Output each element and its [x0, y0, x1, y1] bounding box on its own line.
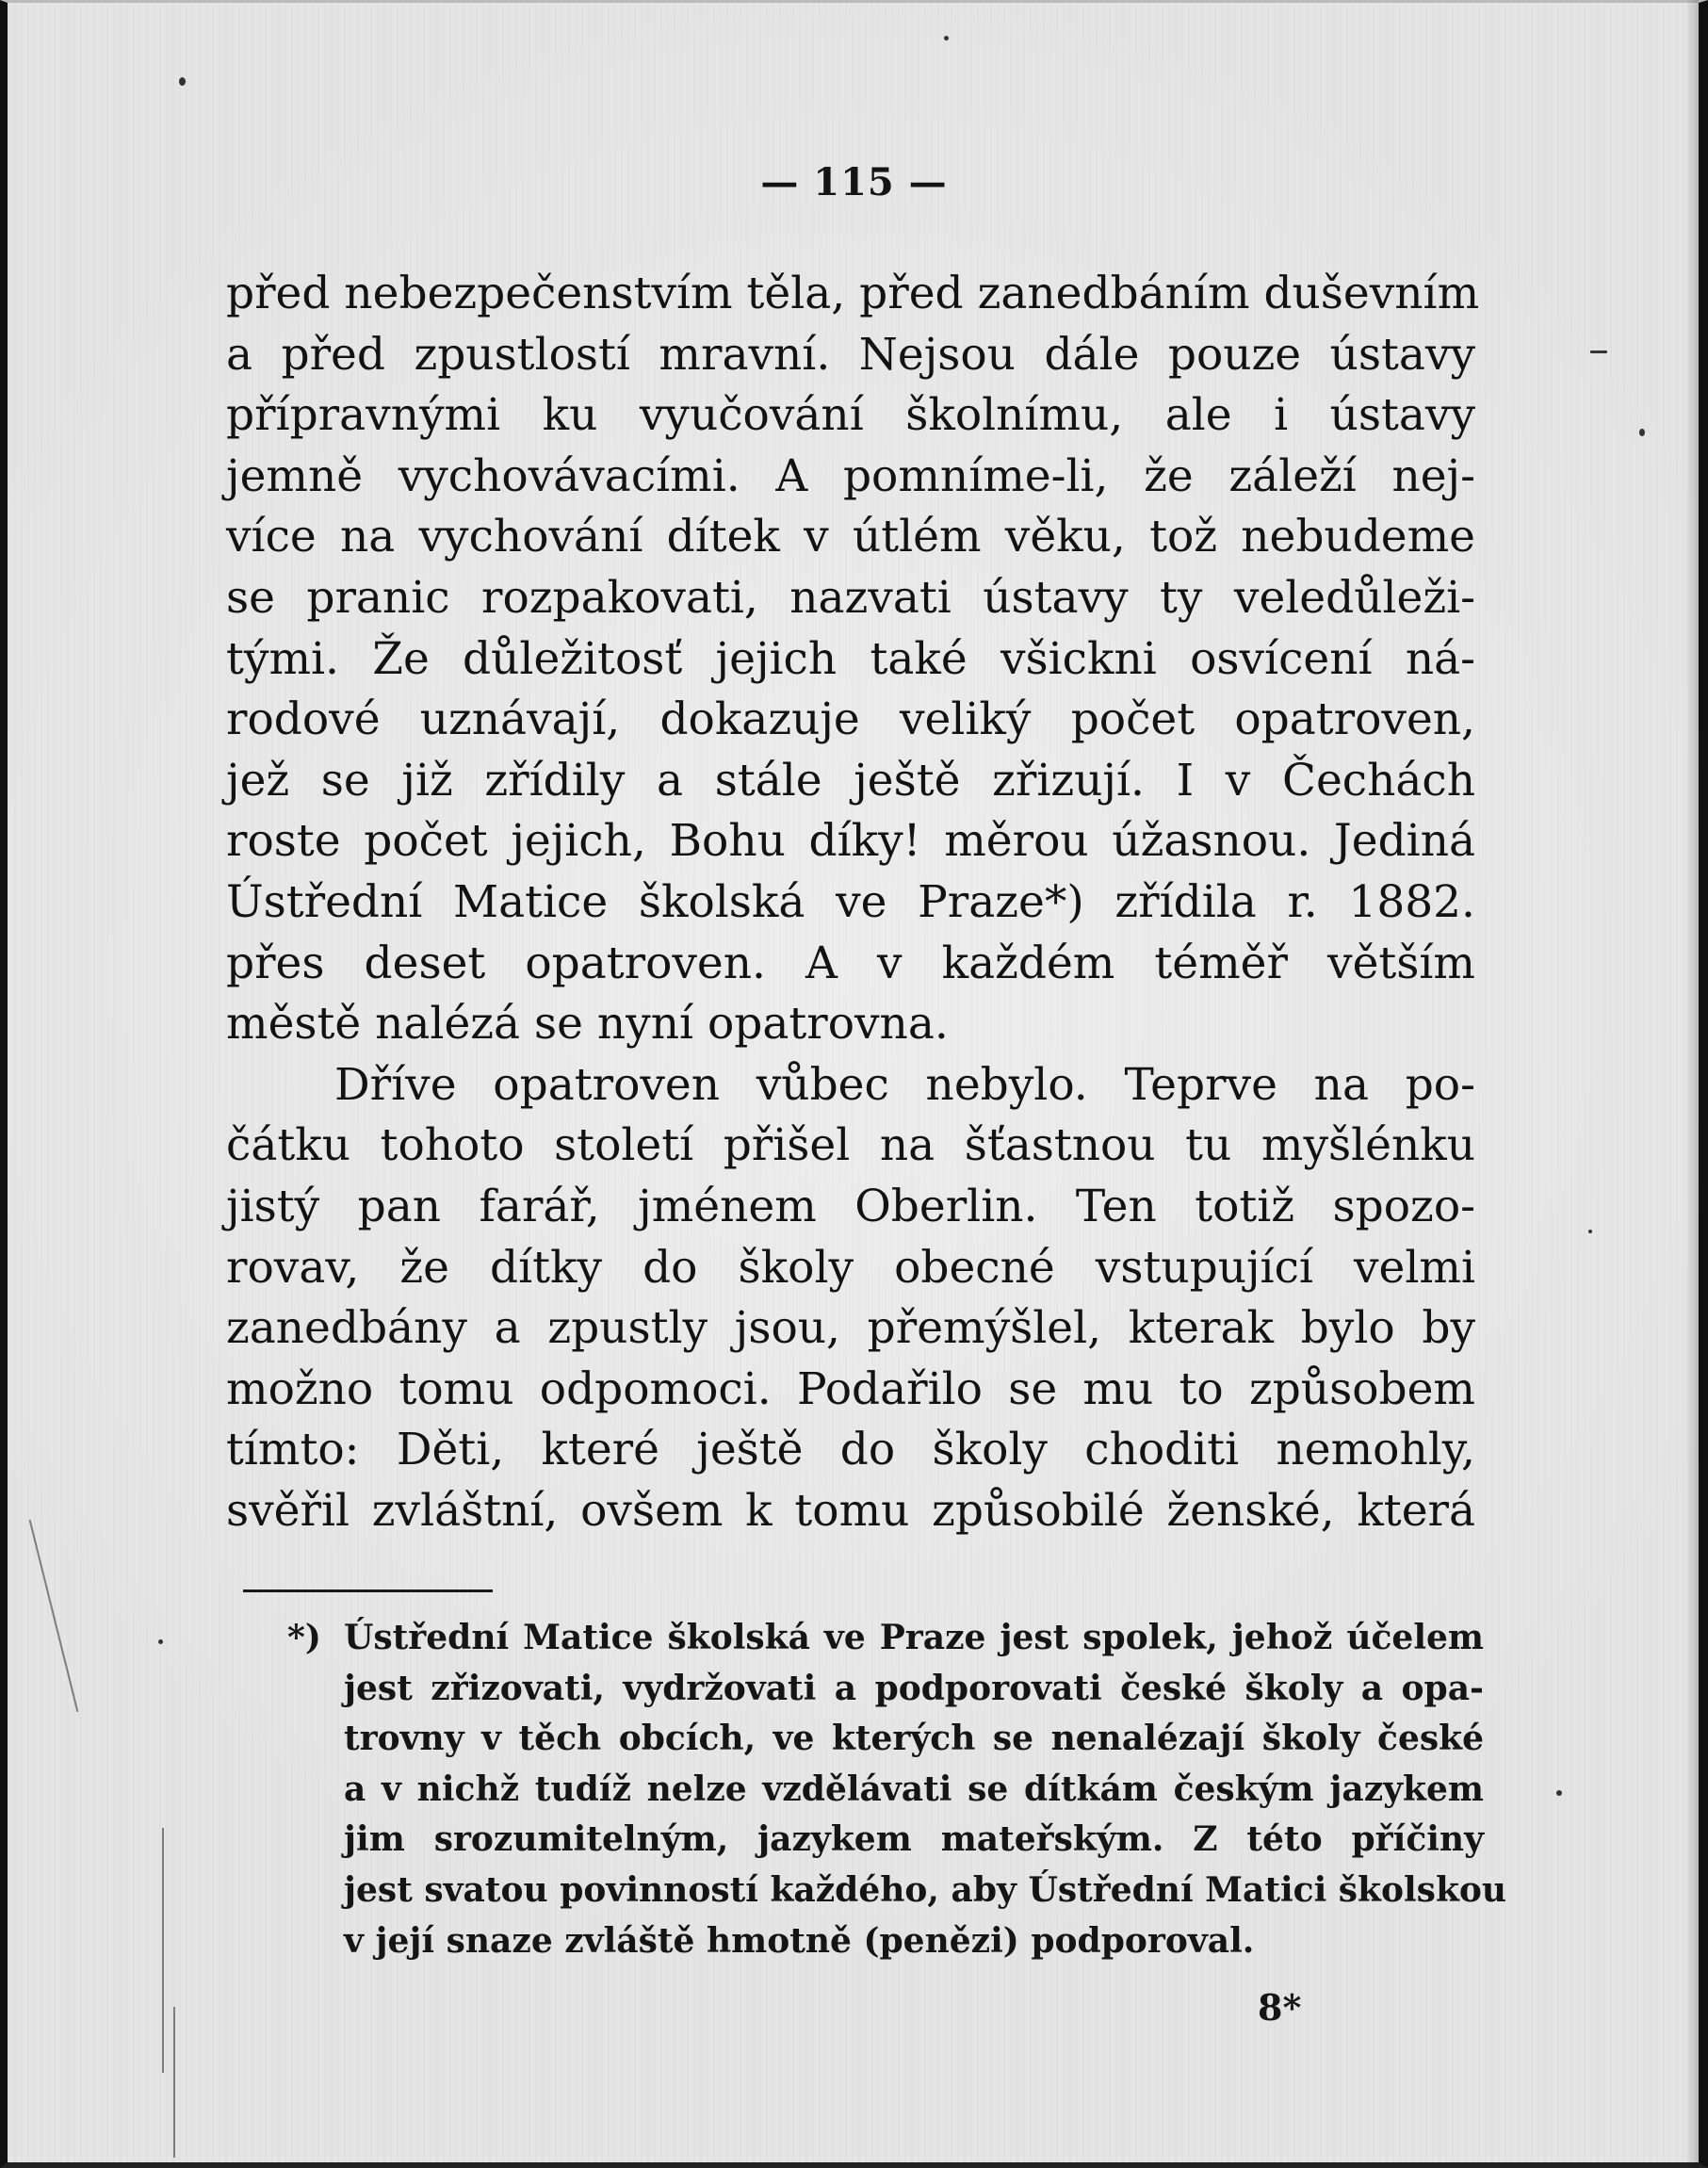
- scan-scratch: [173, 2007, 175, 2158]
- scan-speck: [1590, 350, 1607, 353]
- page-number: — 115 —: [760, 160, 948, 204]
- scan-scratch: [162, 1828, 164, 2073]
- footnote-line: trovny v těch obcích, ve kterých se nenalézají školy české: [344, 1719, 1484, 1759]
- text-line: přípravnými ku vyučování školnímu, ale i ústavy: [226, 389, 1475, 442]
- scan-speck: [179, 77, 186, 86]
- scan-speck: [1588, 1230, 1592, 1233]
- footnote-line: a v nichž tudíž nelze vzdělávati se dítkám českým jazykem: [344, 1769, 1484, 1809]
- text-line: roste počet jejich, Bohu díky! měrou úžasnou. Jediná: [226, 815, 1475, 868]
- paragraph-2: [226, 1055, 1475, 1542]
- footnote-line: jest zřizovati, vydržovati a podporovati české školy a opa-: [344, 1668, 1484, 1708]
- scan-speck: [944, 36, 949, 41]
- scan-speck: [1639, 429, 1645, 436]
- text-line: Ústřední Matice školská ve Praze*) zřídila r. 1882.: [226, 875, 1475, 928]
- text-line: přes deset opatroven. A v každém téměř větším: [226, 937, 1475, 989]
- text-line: čátku tohoto století přišel na šťastnou tu myšlénku: [226, 1119, 1475, 1172]
- text-line: rodové uznávají, dokazuje veliký počet opatroven,: [226, 693, 1475, 746]
- paragraph-1: [226, 264, 1480, 1055]
- text-line: svěřil zvláštní, ovšem k tomu způsobilé ženské, která: [226, 1484, 1475, 1537]
- text-line: městě nalézá se nyní opatrovna.: [226, 998, 949, 1051]
- text-line: zanedbány a zpustly jsou, přemýšlel, kterak bylo by: [226, 1302, 1475, 1355]
- text-line: jemně vychovávacími. A pomníme-li, že záleží nej-: [226, 449, 1475, 502]
- scan-speck: [1556, 1790, 1562, 1796]
- text-line: před nebezpečenstvím těla, před zanedbáním duševním: [226, 268, 1480, 319]
- text-line: tými. Že důležitosť jejich také všickni osvícení ná-: [226, 632, 1475, 685]
- footnote-divider: [243, 1589, 493, 1592]
- text-line: jistý pan farář, jménem Oberlin. Ten totiž spozo-: [226, 1180, 1475, 1232]
- text-line: tímto: Děti, které ještě do školy choditi nemohly,: [226, 1424, 1475, 1476]
- footnote-line: Ústřední Matice školská ve Praze jest spolek, jehož účelem: [344, 1618, 1484, 1657]
- scan-speck: [158, 1639, 163, 1644]
- page-edge-shadow: [1685, 0, 1699, 2168]
- footnote-marker: *): [287, 1618, 321, 1657]
- text-line: a před zpustlostí mravní. Nejsou dále pouze ústavy: [226, 328, 1475, 381]
- footnote-line: jim srozumitelným, jazykem mateřským. Z této příčiny: [344, 1819, 1484, 1860]
- text-line: se pranic rozpakovati, nazvati ústavy ty veledůleži-: [226, 571, 1475, 624]
- footnote-body: [344, 1613, 1507, 1966]
- footnote-line: jest svatou povinností každého, aby Ústřední Matici školskou: [344, 1869, 1507, 1910]
- text-line: více na vychování dítek v útlém věku, tož nebudeme: [226, 511, 1475, 563]
- text-line: Dříve opatroven vůbec nebylo. Teprve na po-: [334, 1058, 1475, 1111]
- footnote-line: v její snaze zvláště hmotně (penězi) podporoval.: [344, 1920, 1255, 1961]
- signature-mark: 8*: [1258, 1986, 1302, 2029]
- main-text: [226, 264, 1480, 1541]
- text-line: rovav, že dítky do školy obecné vstupující velmi: [226, 1241, 1475, 1294]
- text-line: jež se již zřídily a stále ještě zřizují. I v Čechách: [226, 754, 1475, 807]
- text-line: možno tomu odpomoci. Podařilo se mu to způsobem: [226, 1362, 1475, 1415]
